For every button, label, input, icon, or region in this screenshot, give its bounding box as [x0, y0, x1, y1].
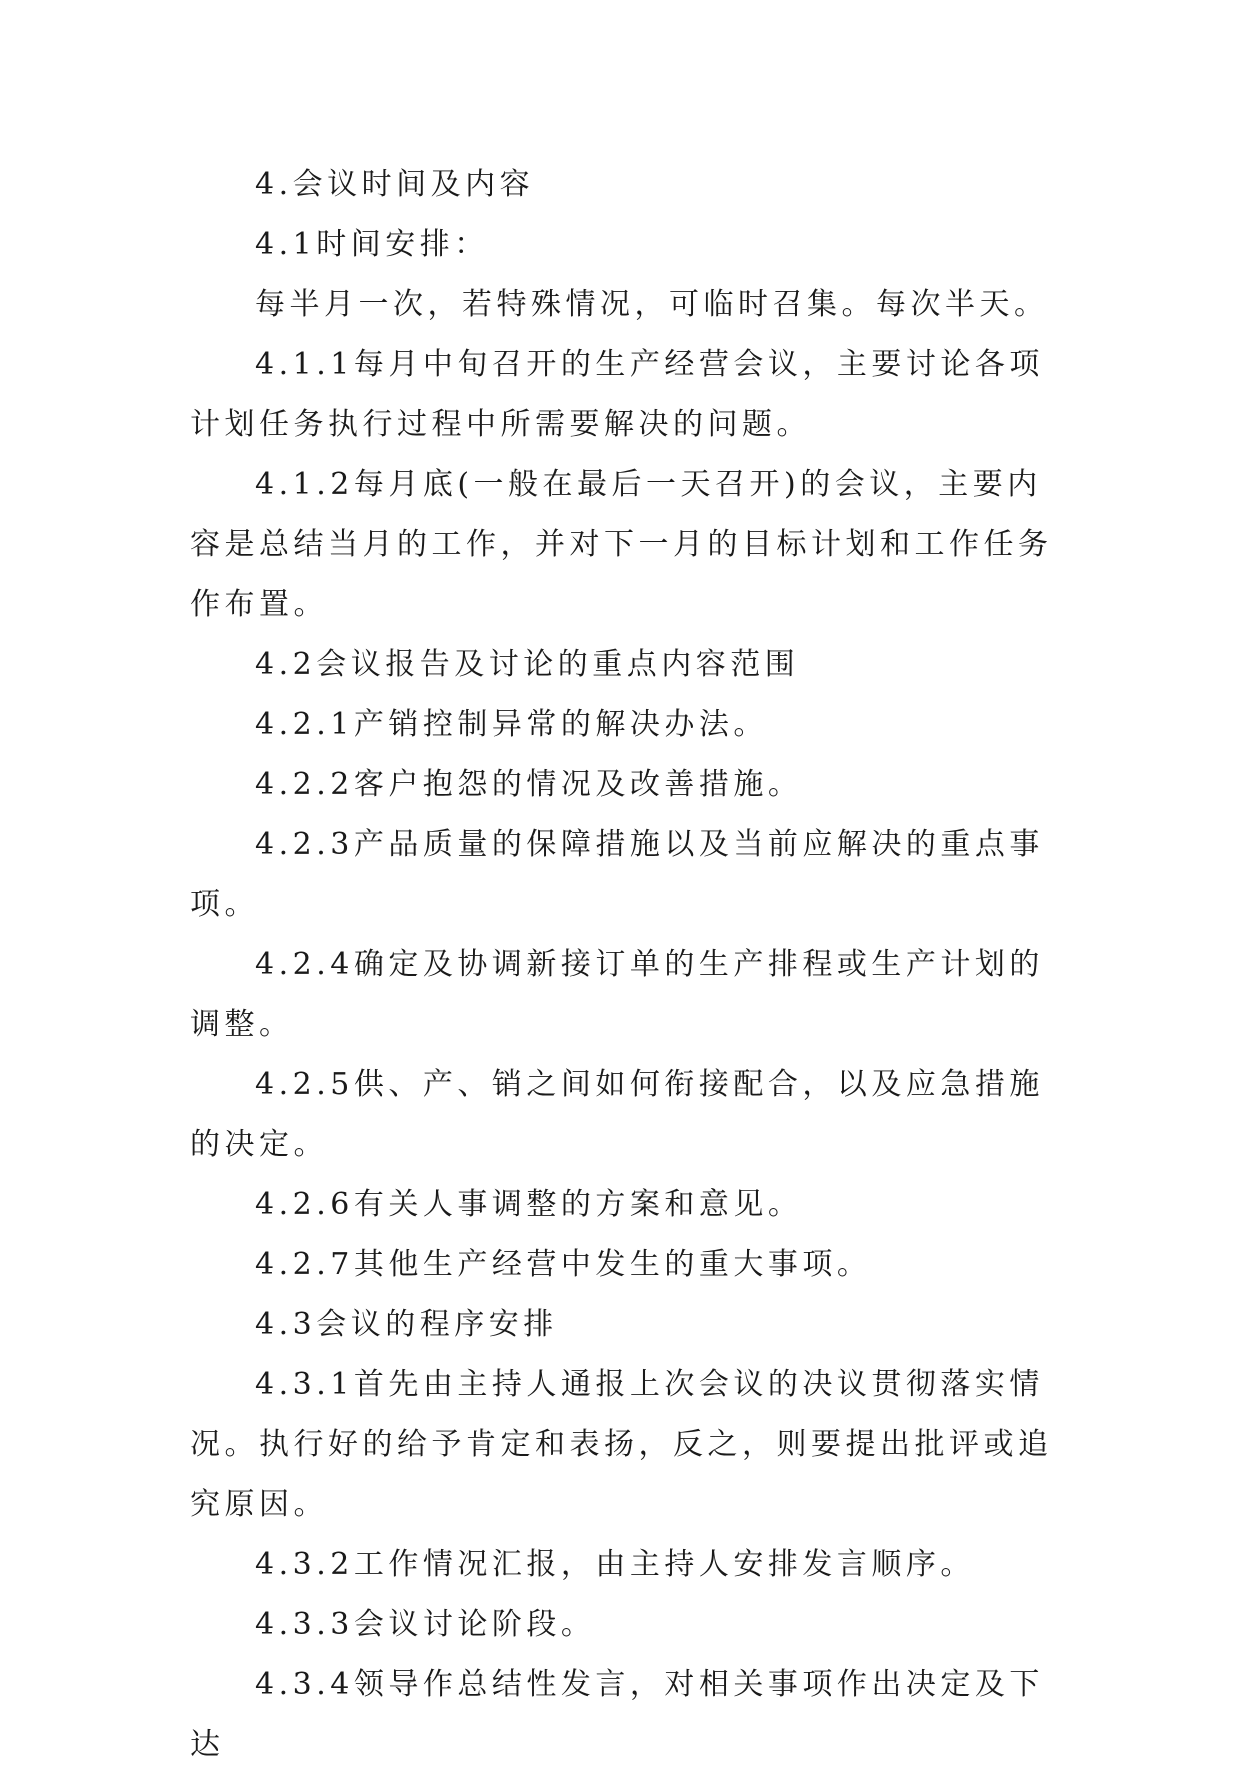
item-4-2-6: 4.2.6有关人事调整的方案和意见。: [255, 1187, 803, 1222]
item-4-3-1: 4.3.1首先由主持人通报上次会议的决议贯彻落实情况。执行好的给予肯定和表扬，反之，则要提出批评或追究原因。: [190, 1367, 1053, 1522]
item-4-2-3: 4.2.3产品质量的保障措施以及当前应解决的重点事项。: [190, 827, 1044, 922]
heading-4-3: 4.3会议的程序安排: [255, 1307, 558, 1342]
item-4-2-5: 4.2.5供、产、销之间如何衔接配合，以及应急措施的决定。: [190, 1067, 1044, 1162]
item-4-1-1: 4.1.1每月中旬召开的生产经营会议，主要讨论各项计划任务执行过程中所需要解决的问题。: [190, 347, 1044, 442]
item-4-2-7: 4.2.7其他生产经营中发生的重大事项。: [255, 1247, 872, 1282]
item-4-3-4: 4.3.4领导作总结性发言，对相关事项作出决定及下达: [190, 1667, 1044, 1762]
item-4-2-1: 4.2.1产销控制异常的解决办法。: [255, 707, 768, 742]
item-4-3-3: 4.3.3会议讨论阶段。: [255, 1607, 596, 1642]
item-4-2-4: 4.2.4确定及协调新接订单的生产排程或生产计划的调整。: [190, 947, 1044, 1042]
item-4-2-2: 4.2.2客户抱怨的情况及改善措施。: [255, 767, 803, 802]
heading-4: 4.会议时间及内容: [255, 167, 535, 202]
heading-4-2: 4.2会议报告及讨论的重点内容范围: [255, 647, 800, 682]
item-4-3-2: 4.3.2工作情况汇报，由主持人安排发言顺序。: [255, 1547, 975, 1582]
heading-4-1: 4.1时间安排：: [255, 227, 489, 262]
item-4-1-2: 4.1.2每月底(一般在最后一天召开)的会议，主要内容是总结当月的工作，并对下一月的目标计划和工作任务作布置。: [190, 467, 1053, 622]
paragraph-schedule: 每半月一次，若特殊情况，可临时召集。每次半天。: [255, 287, 1049, 322]
document-body: [190, 155, 1060, 1775]
